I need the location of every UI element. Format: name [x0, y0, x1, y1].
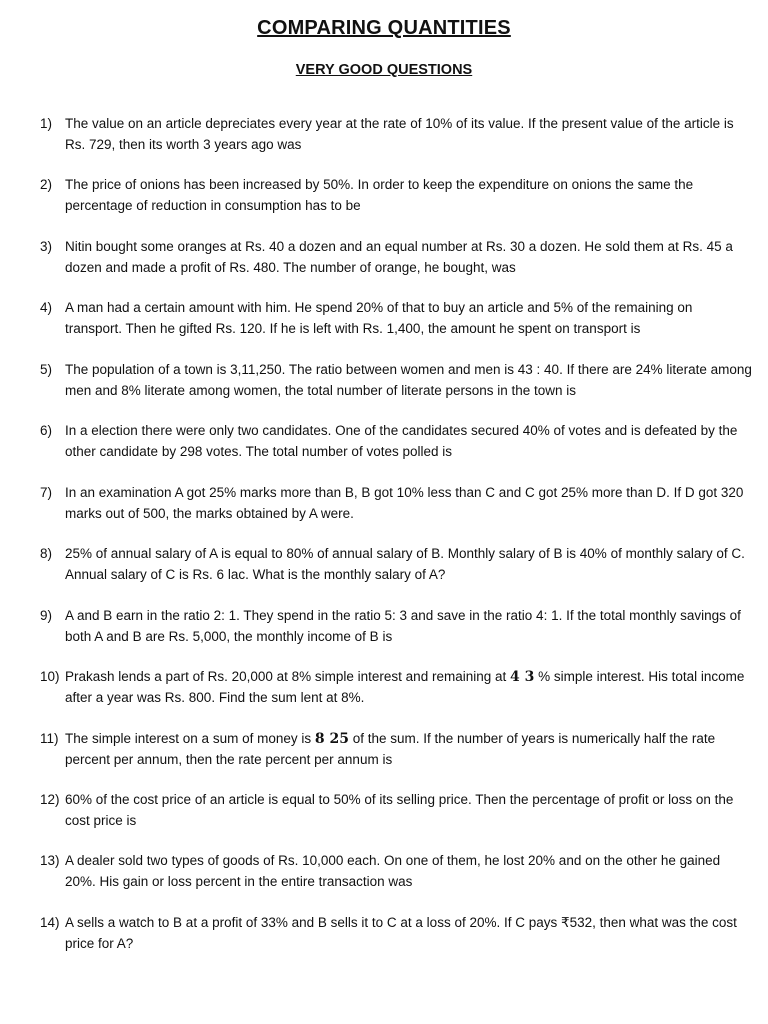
- question-text-end: of the sum. If the number of years is numerically half the rate percent per annum, then the rate percent per annum is: [65, 731, 716, 767]
- fraction-value: 8 25: [314, 731, 349, 747]
- question-number: 7): [40, 485, 53, 500]
- question-text: 60% of the cost price of an article is equal to 50% of its selling price. Then the percentage of profit or loss on the cost price is: [65, 792, 734, 828]
- question-text: [65, 729, 752, 770]
- question-text-start: The simple interest on a sum of money is: [65, 731, 315, 746]
- question-text: The population of a town is 3,11,250. The ratio between women and men is 43 : 40. If there are 24% literate among men and 8% literate among women, the total number of literate persons in the town is: [65, 362, 752, 398]
- question-text: In an examination A got 25% marks more than B, B got 10% less than C and C got 25% more than D. If D got 320 marks out of 500, the marks obtained by A were.: [65, 485, 744, 521]
- question-5: [40, 360, 752, 401]
- question-number: 3): [40, 239, 53, 254]
- question-4: [40, 298, 752, 339]
- question-11: [40, 729, 752, 770]
- question-6: [40, 421, 752, 462]
- question-text: 25% of annual salary of A is equal to 80% of annual salary of B. Monthly salary of B is 40% of monthly salary of C. Annual salary of C is Rs. 6 lac. What is the monthly salary of A?: [65, 546, 745, 582]
- question-text: The value on an article depreciates every year at the rate of 10% of its value. If the present value of the article is Rs. 729, then its worth 3 years ago was: [65, 116, 734, 152]
- question-number: 6): [40, 423, 53, 438]
- question-text-end: % simple interest. His total income after a year was Rs. 800. Find the sum lent at 8%.: [65, 669, 745, 705]
- fraction-value: 4 3: [510, 669, 535, 685]
- question-number: 9): [40, 608, 53, 623]
- question-number: 1): [40, 116, 53, 131]
- question-13: [40, 851, 752, 892]
- question-number: 11): [40, 731, 59, 746]
- question-3: [40, 237, 752, 278]
- question-2: [40, 175, 752, 216]
- question-text: In a election there were only two candidates. One of the candidates secured 40% of votes and is defeated by the other candidate by 298 votes. The total number of votes polled is: [65, 423, 738, 459]
- question-10: [40, 667, 752, 708]
- question-1: [40, 114, 752, 155]
- question-text: A and B earn in the ratio 2: 1. They spend in the ratio 5: 3 and save in the ratio 4: 1. If the total monthly savings of both A and B are Rs. 5,000, the monthly income of B is: [65, 608, 741, 644]
- question-number: 8): [40, 546, 53, 561]
- question-text: The price of onions has been increased by 50%. In order to keep the expenditure on onions the same the percentage of reduction in consumption has to be: [65, 177, 694, 213]
- question-12: [40, 790, 752, 831]
- page-subtitle: VERY GOOD QUESTIONS: [295, 62, 473, 78]
- question-text-start: Prakash lends a part of Rs. 20,000 at 8% simple interest and remaining at: [65, 669, 510, 684]
- question-number: 14): [40, 915, 60, 930]
- question-8: [40, 544, 752, 585]
- question-number: 10): [40, 669, 60, 684]
- question-number: 4): [40, 300, 53, 315]
- question-14: [40, 913, 752, 954]
- question-text: A dealer sold two types of goods of Rs. 10,000 each. On one of them, he lost 20% and on the other he gained 20%. His gain or loss percent in the entire transaction was: [65, 853, 721, 889]
- question-7: [40, 483, 752, 524]
- question-text: A man had a certain amount with him. He spend 20% of that to buy an article and 5% of the remaining on transport. Then he gifted Rs. 120. If he is left with Rs. 1,400, the amount he spent on transport is: [65, 300, 693, 336]
- question-text: [65, 667, 752, 708]
- question-9: [40, 606, 752, 647]
- question-text: Nitin bought some oranges at Rs. 40 a dozen and an equal number at Rs. 30 a dozen. He sold them at Rs. 45 a dozen and made a profit of Rs. 480. The number of orange, he bought, was: [65, 239, 733, 275]
- question-number: 12): [40, 792, 60, 807]
- question-number: 2): [40, 177, 53, 192]
- page-title: COMPARING QUANTITIES: [257, 17, 511, 39]
- question-number: 5): [40, 362, 53, 377]
- question-text: A sells a watch to B at a profit of 33% and B sells it to C at a loss of 20%. If C pays ₹532, then what was the cost price for A?: [65, 915, 737, 951]
- question-number: 13): [40, 853, 60, 868]
